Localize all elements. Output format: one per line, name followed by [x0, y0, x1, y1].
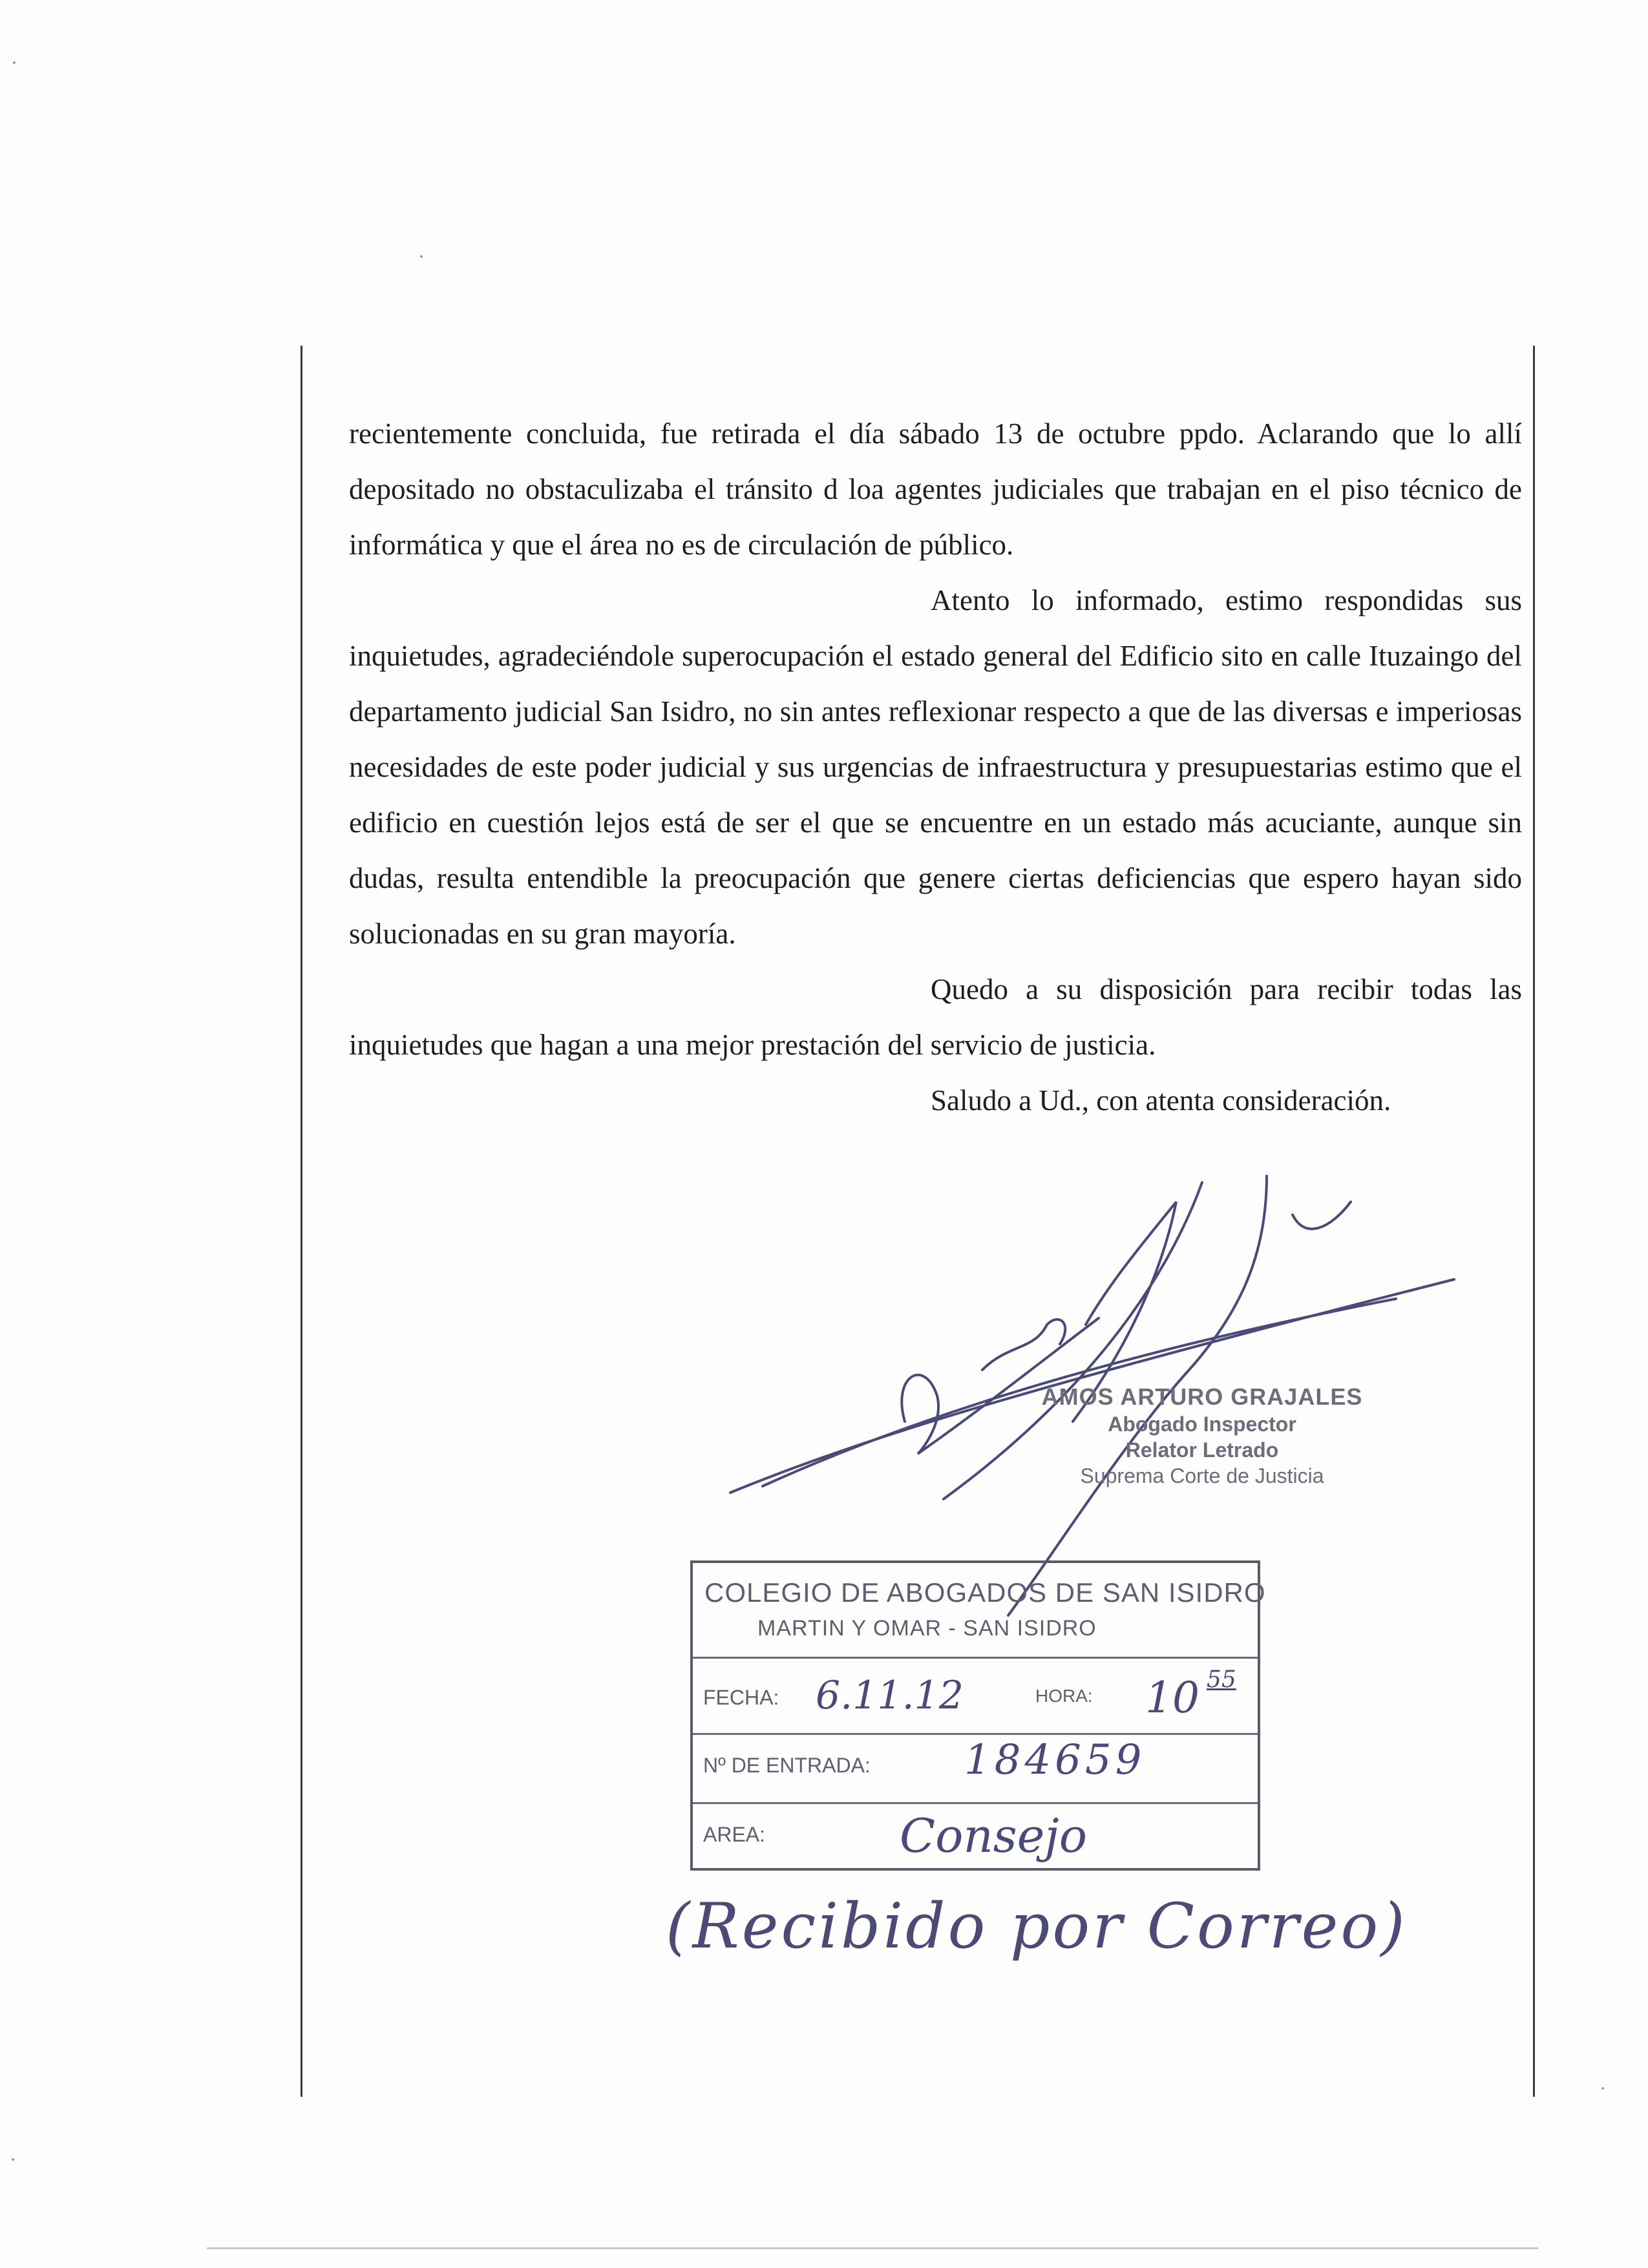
stamp-hora-value: 10 [1145, 1673, 1199, 1723]
paragraph-3: Quedo a su disposición para recibir todas las inquietudes que hagan a una mejor prestación del servicio de justicia. [349, 973, 1522, 1061]
stamp-header: COLEGIO DE ABOGADOS DE SAN ISIDRO [704, 1577, 1266, 1608]
scan-speck [420, 255, 423, 258]
scan-speck [13, 61, 16, 64]
stamp-entrada-value: 184659 [964, 1736, 1146, 1784]
signatory-name: AMOS ARTURO GRAJALES [1041, 1383, 1363, 1410]
stamp-fecha-label: FECHA: [703, 1686, 779, 1709]
signatory-court: Suprema Corte de Justicia [1080, 1464, 1324, 1487]
stamp-fecha-value: 6.11.12 [816, 1673, 964, 1718]
handwritten-received-note: (Recibido por Correo) [666, 1890, 1408, 1962]
salutation: Saludo a Ud., con atenta consideración. [931, 1084, 1391, 1117]
scan-speck [1601, 2087, 1604, 2090]
signature-stamp [1008, 1383, 1396, 1489]
stamp-entrada-label: Nº DE ENTRADA: [703, 1754, 871, 1777]
scan-edge-line [207, 2247, 1538, 2249]
right-margin-line [1533, 346, 1535, 2097]
stamp-subheader: MARTIN Y OMAR - SAN ISIDRO [757, 1616, 1097, 1641]
stamp-divider [693, 1802, 1258, 1804]
left-margin-line [301, 346, 302, 2097]
paragraph-2: Atento lo informado, estimo respondidas sus inquietudes, agradeciéndole superocupación el estado general del Edificio sito en calle Ituzaingo del departamento judicial San Isidro, no sin antes reflexionar respecto a que de las diversas e imperiosas necesidades de este poder judicial y sus urgencias de infraestructura y presupuestarias estimo que el edificio en cuestión lejos está de ser el que se encuentre en un estado más acuciante, aunque sin dudas, resulta entendible la preocupación que genere ciertas deficiencias que espero hayan sido solucionadas en su gran mayoría. [349, 584, 1522, 950]
stamp-area-value: Consejo [900, 1809, 1088, 1863]
stamp-divider [693, 1733, 1258, 1735]
stamp-area-label: AREA: [703, 1823, 766, 1846]
letter-body [349, 406, 1522, 1128]
stamp-divider [693, 1657, 1258, 1659]
stamp-hora-label: HORA: [1035, 1686, 1093, 1706]
signatory-title: Abogado Inspector [1108, 1412, 1296, 1436]
stamp-hora-minutes: 55 [1207, 1666, 1236, 1693]
scan-speck [12, 2158, 14, 2161]
signatory-role: Relator Letrado [1125, 1438, 1279, 1462]
paragraph-1: recientemente concluida, fue retirada el día sábado 13 de octubre ppdo. Aclarando que lo allí depositado no obstaculizaba el tránsito d loa agentes judiciales que trabajan en el piso técnico de informática y que el área no es de circulación de público. [349, 417, 1522, 561]
reception-stamp [690, 1560, 1266, 1871]
